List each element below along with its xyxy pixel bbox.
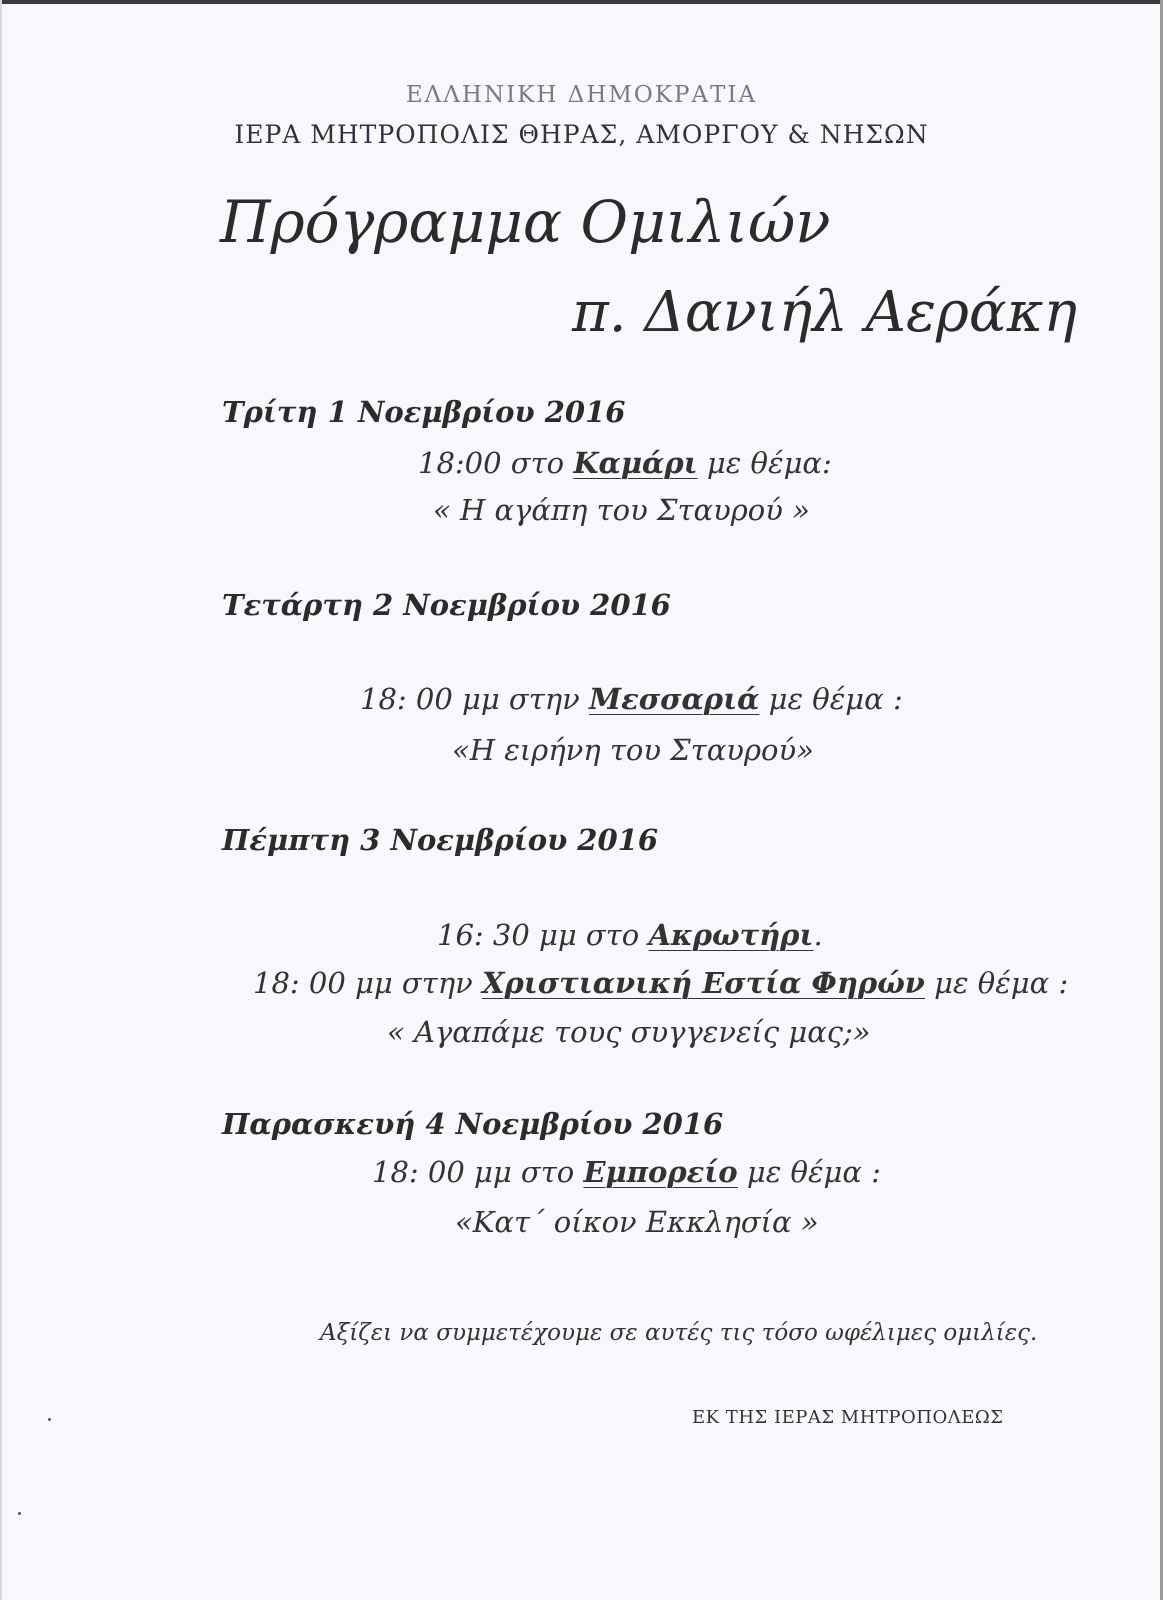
day-3-topic: « Αγαπάμε τους συγγενείς μας;» xyxy=(387,1015,871,1049)
day-3-time-2: 18: 00 μμ στην xyxy=(253,966,482,1000)
header-metropolis: ΙΕΡΑ ΜΗΤΡΟΠΟΛΙΣ ΘΗΡΑΣ, ΑΜΟΡΓΟΥ & ΝΗΣΩΝ xyxy=(234,120,929,149)
day-1-schedule xyxy=(418,446,832,480)
day-2-date: Τετάρτη 2 Νοεμβρίου 2016 xyxy=(222,588,671,622)
day-3-place-2: Χριστιανική Εστία Φηρών xyxy=(481,966,925,1000)
day-3-suffix-1: . xyxy=(813,918,823,952)
day-2-schedule xyxy=(360,682,903,716)
day-2-place: Μεσσαριά xyxy=(588,682,760,716)
day-2-suffix: με θέμα : xyxy=(759,682,903,716)
left-border xyxy=(0,0,2,1600)
day-1-topic: « Η αγάπη του Σταυρού » xyxy=(433,493,810,527)
scan-speck xyxy=(18,1512,21,1515)
day-3-suffix-2: με θέμα : xyxy=(924,966,1069,1000)
day-4-place: Εμπορείο xyxy=(583,1155,738,1189)
day-4-time: 18: 00 μμ στο xyxy=(372,1155,584,1189)
day-1-date: Τρίτη 1 Νοεμβρίου 2016 xyxy=(222,395,626,429)
day-2-time: 18: 00 μμ στην xyxy=(360,682,589,716)
day-3-schedule-1 xyxy=(437,918,823,952)
page-title: Πρόγραμμα Ομιλιών xyxy=(220,188,831,256)
day-4-date: Παρασκευή 4 Νοεμβρίου 2016 xyxy=(222,1107,724,1141)
page-subtitle: π. Δανιήλ Αεράκη xyxy=(572,280,1078,345)
day-3-place-1: Ακρωτήρι xyxy=(648,918,814,952)
day-4-topic: «Κατ΄ οίκον Εκκλησία » xyxy=(455,1205,819,1239)
day-2-topic: «Η ειρήνη του Σταυρού» xyxy=(452,733,814,767)
day-1-suffix: με θέμα: xyxy=(697,446,832,480)
day-1-time: 18:00 στο xyxy=(418,446,574,480)
signature: ΕΚ ΤΗΣ ΙΕΡΑΣ ΜΗΤΡΟΠΟΛΕΩΣ xyxy=(692,1407,1004,1428)
day-3-schedule-2 xyxy=(253,966,1068,1000)
scan-speck xyxy=(48,1418,51,1421)
day-3-time-1: 16: 30 μμ στο xyxy=(437,918,649,952)
closing-note: Αξίζει να συμμετέχουμε σε αυτές τις τόσο ωφέλιμες ομιλίες. xyxy=(320,1320,1038,1346)
day-1-place: Καμάρι xyxy=(573,446,698,480)
day-4-suffix: με θέμα : xyxy=(737,1155,881,1189)
day-4-schedule xyxy=(372,1155,881,1189)
header-republic: ΕΛΛΗΝΙΚΗ ΔΗΜΟΚΡΑΤΙΑ xyxy=(405,82,758,108)
day-3-date: Πέμπτη 3 Νοεμβρίου 2016 xyxy=(222,823,659,857)
top-border xyxy=(0,0,1163,4)
